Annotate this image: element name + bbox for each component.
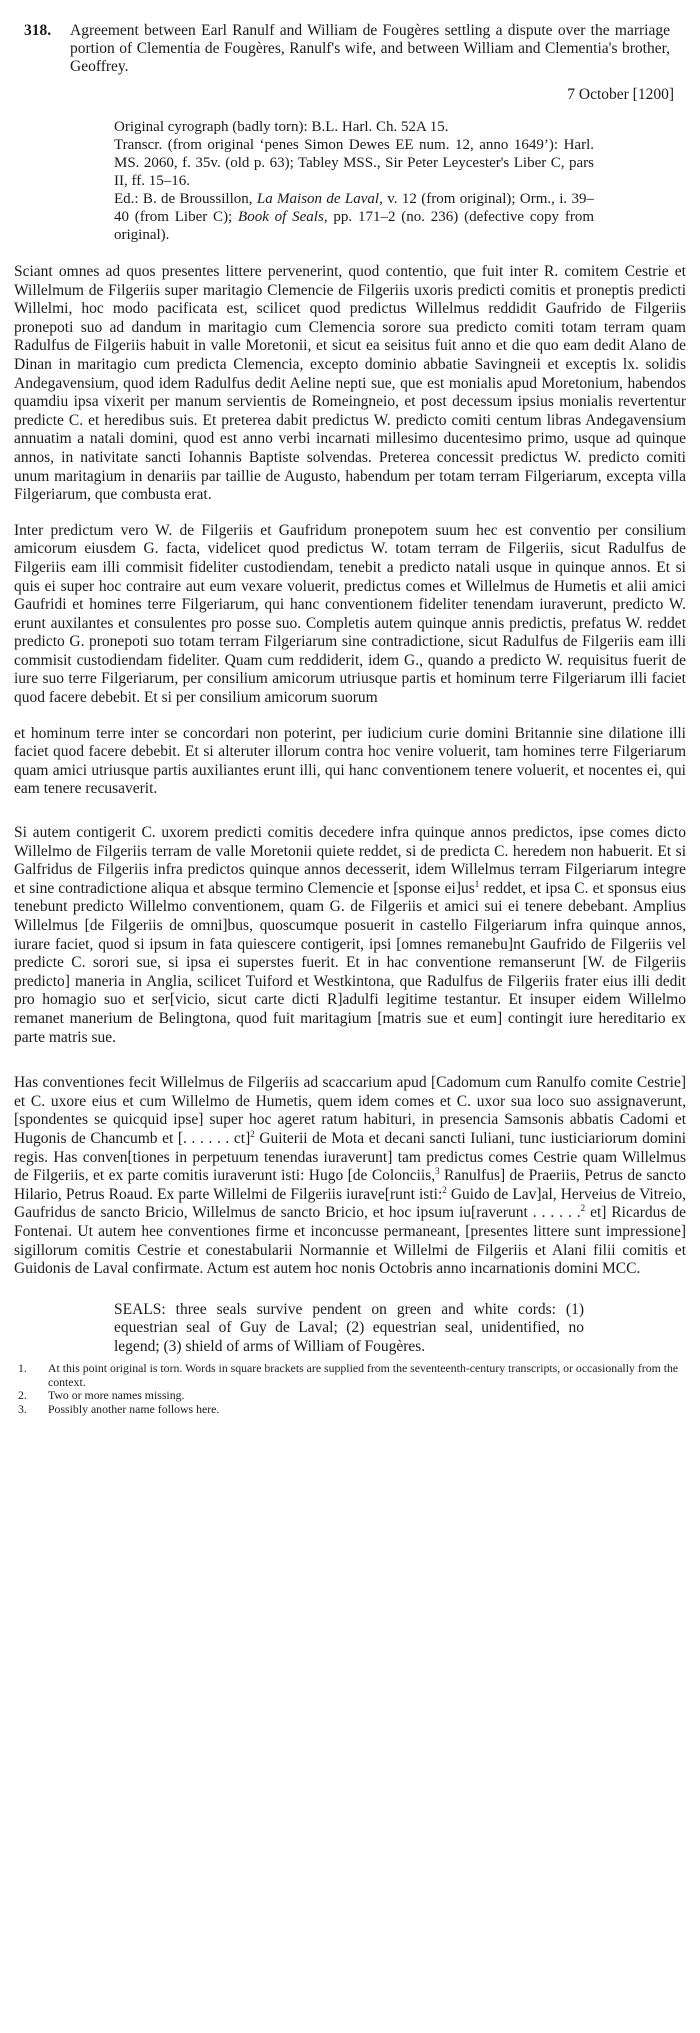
source-transcripts: Transcr. (from original ‘penes Simon Dewes EE num. 12, anno 1649’): Harl. MS. 2060, f. 35v. (old p. 63); Tabley MSS., Sir Peter Leycester's Liber C, pars II, ff. 15–16. xyxy=(114,137,594,189)
footnote-number: 1. xyxy=(18,1361,27,1376)
entry-title: Agreement between Earl Ranulf and William de Fougères settling a dispute over the marriage portion of Clementia de Fougères, Ranulf's wife, and between William and Clementia's brother, Geoffrey. xyxy=(70,22,670,75)
sources-block xyxy=(114,118,594,244)
footnotes xyxy=(14,1362,686,1416)
edition-middle: , v. 12 (from original); Orm., i. 39–40 (from Liber C); xyxy=(114,191,595,225)
footnote-item xyxy=(14,1403,686,1416)
paragraph-5-part-c: Ranulfus] de Praeriis, Petrus de sancto Hilario, Petrus Roaud. Ex parte Willelmi de Filgeriis iurave[runt isti: xyxy=(14,1167,686,1203)
entry-date: 7 October [1200] xyxy=(567,86,674,103)
source-original: Original cyrograph (badly torn): B.L. Harl. Ch. 52A 15. xyxy=(114,119,449,135)
edition-suffix: , pp. 171–2 (no. 236) (defective copy from original). xyxy=(114,209,595,243)
footnote-text: Possibly another name follows here. xyxy=(48,1401,220,1416)
edition-title-laval: La Maison de Laval xyxy=(256,191,380,207)
footnote-ref-2b: 2 xyxy=(442,1184,447,1195)
footnote-item xyxy=(14,1389,686,1402)
paragraph-5 xyxy=(14,1074,686,1279)
source-editions xyxy=(114,190,594,244)
entry-heading xyxy=(24,22,686,76)
paragraph-5-part-b: Guiterii de Mota et decani sancti Iuliani, tunc iusticiariorum domini regis. Has conven[tiones in perpetuum tenendas iuraverunt] tam predictus comes Cestrie quam Willelmus de Filgeriis, et ex parte comitis iuraverunt isti: Hugo [de Colonciis, xyxy=(14,1129,686,1185)
footnote-ref-1: 1 xyxy=(474,878,480,889)
paragraph-5-part-d: Guido de Lav]al, Herveius de Vitreio, Gaufridus de sancto Bricio, Willelmus de sancto Bricio, et hoc ipsum iu[raverunt . . . . . . xyxy=(14,1185,686,1222)
edition-title-seals: Book of Seals xyxy=(238,209,324,225)
footnote-item xyxy=(14,1362,686,1389)
edition-prefix: Ed.: B. de Broussillon, xyxy=(114,191,257,207)
footnote-text: At this point original is torn. Words in square brackets are supplied from the seventeenth-century transcripts, or occasionally from the context. xyxy=(48,1361,679,1389)
entry-number: 318. xyxy=(24,22,52,39)
footnote-ref-2c: 2 xyxy=(580,1203,586,1214)
footnote-ref-3: 3 xyxy=(435,1165,440,1176)
paragraph-3: et hominum terre inter se concordari non poterint, per iudicium curie domini Britannie sine dilatione illi faciet quod facere debebit. Et si alteruter illorum contra hoc venire voluerit, tam homines terre Filgeriarum quam amici utriusque partis auxiliantes erunt illi, qui hanc conventionem tenere voluerit, et nocentes ei, qui eam tenere recusaverit. xyxy=(14,724,686,798)
footnote-ref-2: 2 xyxy=(250,1128,255,1139)
paragraph-1: Sciant omnes ad quos presentes littere pervenerint, quod contentio, que fuit inter R. comitem Cestrie et Willelmum de Filgeriis super maritagio Clemencie de Filgeriis uxoris predicti comitis et proneptis predicti Willelmi, hoc modo pacificata est, scilicet quod predictus Willelmus reddidit Gaufrido de Filgeriis pronepoti suo ad dandum in maritagio cum Clemencia sorore sua predicto comiti totam terram quam Radulfus de Filgeriis habuit in valle Moretonii, et sicut ea seisitus fuit anno et die quo eam dedit Alano de Dinan in maritagio cum predicta Clemencia, excepto dominio abbatie Savingneii et exceptis lx. solidis Andegavensium, quod idem Radulfus dedit Aeline nepti sue, que est monialis apud Moretonium, habendos quamdiu ipsa vixerit per manum servientis de Romeingneio, et post decessum ipsius monialis revertentur predicte C. et heredibus suis. Et preterea dabit predictus W. predicto comiti centum libras Andegavensium annuatim a natali domini, quod est anno verbi incarnati millesimo ducentesimo primo, usque ad quinque annos, in nativitate sancti Iohannis Baptiste solvendas. Preterea concessit predictus W. predicto comiti unum maritagium in denariis par taillie de Augusto, habendum per totam terram Filgeriarum, excepta villa Filgeriarum, que combusta erat. xyxy=(14,263,686,504)
paragraph-5-part-e: et] Ricardus de Fontenai. Ut autem hee conventiones firme et inconcusse permaneant, [presentes littere sunt impressione] sigillorum comitis Cestrie et conestabularii Normannie et Willelmi de Filgeriis et Alani filii comitis et Guidonis de Laval confirmate. Actum est autem hoc nonis Octobris anno incarnationis domini MCC. xyxy=(14,1204,686,1278)
seals-description: SEALS: three seals survive pendent on green and white cords: (1) equestrian seal of Guy de Laval; (2) equestrian seal, unidentified, no legend; (3) shield of arms of William of Fougères. xyxy=(114,1300,584,1355)
paragraph-4 xyxy=(14,824,686,1047)
paragraph-4-part-b: reddet, et ipsa C. et sponsus eius tenebunt predicto Willelmo conventionem, quam G. de Filgeriis et amici sui ei tenere debebant. Amplius Willelmus [de Filgeriis de omni]bus, quoscumque posuerit in castello Filgeriarum infra quinque annos, iurare faciet, quod si ipsum in fata quiescere contigerit, ipsi [omnes remanebu]nt Gaufrido de Filgeriis vel predicte C. sorori sue, si ipsa ei superstes fuerit. Et in hac conventione remanserunt [W. de Filgeriis predicto] maneria in Anglia, scilicet Tuiford et Westkintona, que Radulfus de Filgeriis frater eius illi dedit pro homagio suo et ser[vicio, sicut carte dicti R]adulfi legitime testantur. Et insuper eidem Willelmo remanet manerium de Belingtona, quod fuit maritagium [matris sue et eum] contingit iure hereditario ex parte matris sue. xyxy=(14,879,686,1046)
footnote-number: 3. xyxy=(18,1401,27,1416)
paragraph-2: Inter predictum vero W. de Filgeriis et Gaufridum pronepotem suum hec est conventio per consilium amicorum eiusdem G. facta, videlicet quod predictus W. totam terram de Filgeriis, sicut Radulfus de Filgeriis eam illi commisit fideliter custodiendam, tenebit a predicto natali usque in quinque annos. Et si quis ei super hoc contraire aut eum vexare voluerit, predictus comes et Willelmus de Humetis et alii amici Gaufridi et homines terre Filgeriarum, qui hanc conventionem fideliter tenendam iuraverunt, predicto W. erunt auxilantes et consulentes pro posse suo. Completis autem quinque annis predictis, prefatus W. reddet predicto G. pronepoti suo totam terram Filgeriarum sine contradictione, sicut Radulfus de Filgeriis eam illi commisit custodiendam fideliter. Quam cum reddiderit, idem G., quando a predicto W. requisitus fuerit de iure suo terre Filgeriarum, per consilium amicorum utriusque partis et hominum terre Filgeriarum illi faciet quod facere debebit. Et si per consilium amicorum suorum xyxy=(14,521,686,707)
paragraph-5-part-a: Has conventiones fecit Willelmus de Filgeriis ad scaccarium apud [Cadomum cum Ranulfo comite Cestrie] et C. uxore eius et cum Willelmo de Humetis, quem idem comes et C. uxor sua loco suo assignaverunt, [spondentes se quicquid ipse] super hoc ageret ratum habituri, in presencia Samsonis abbatis Cadomi et Hugonis de Chancumb et [. . . . . . ct] xyxy=(14,1074,686,1147)
charter-text xyxy=(14,263,686,1279)
footnote-number: 2. xyxy=(18,1388,27,1403)
footnote-text: Two or more names missing. xyxy=(48,1388,185,1403)
paragraph-4-part-a: Si autem contigerit C. uxorem predicti comitis decedere infra quinque annos predictos, ipse comes dicto Willelmo de Filgeriis terram de valle Moretonii quiete reddet, si de predicta C. heredem non habuerit. Et si Galfridus de Filgeriis infra predictos quinque annos decesserit, idem Willelmus terram Filgeriarum integre et sine contradictione aliqua et absque termino Clemencie et [sponse ei]us xyxy=(14,824,686,897)
